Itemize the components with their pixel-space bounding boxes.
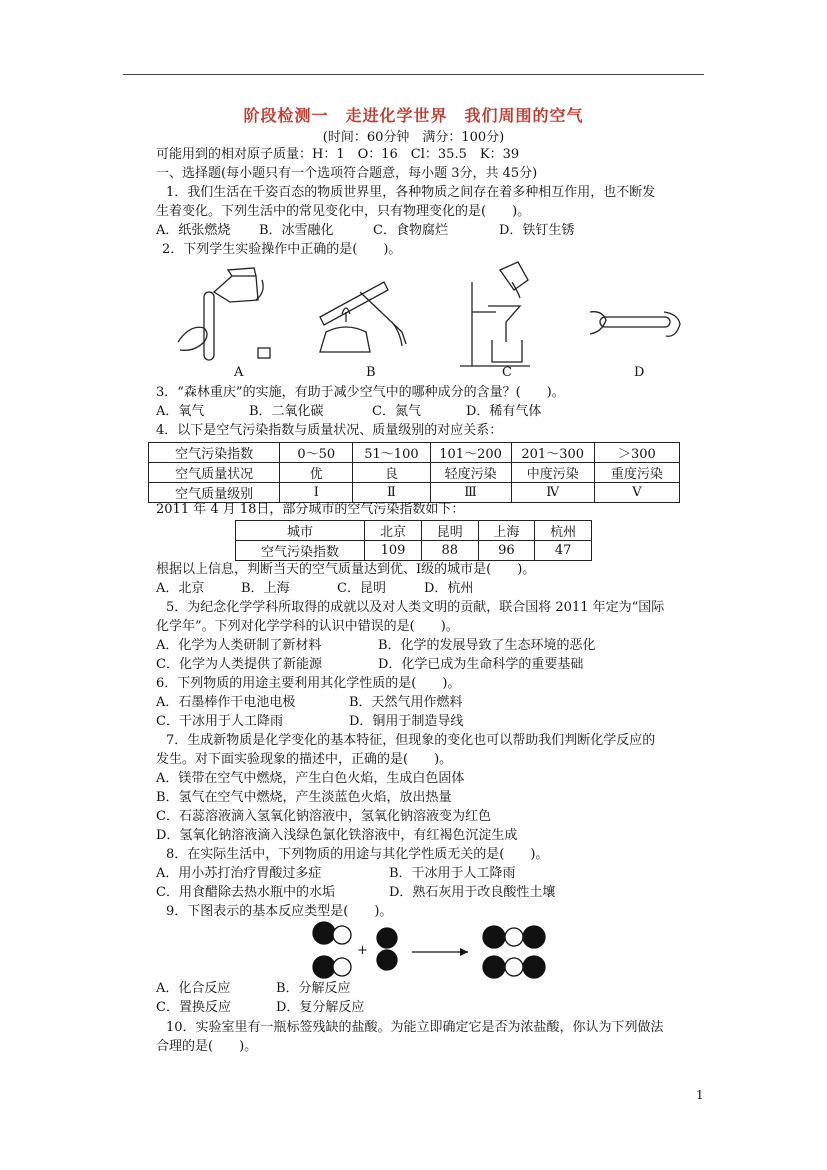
figure-label-c: C [502, 365, 512, 380]
table-cell: 0～50 [280, 443, 353, 463]
atom-white [505, 958, 523, 976]
q8-option-a: A．用小苏打治疗胃酸过多症 [156, 866, 322, 881]
q4-text3: 根据以上信息，判断当天的空气质量达到优、Ⅰ级的城市是( )。 [156, 562, 536, 577]
exam-time-info: (时间：60分钟 满分：100分) [322, 130, 505, 145]
table-cell: 中度污染 [511, 463, 594, 483]
q3-text: 3．“森林重庆”的实施，有助于减少空气中的哪种成分的含量？( )。 [156, 385, 565, 400]
table-cell: 88 [421, 541, 478, 561]
air-quality-table [148, 442, 680, 503]
q4-text2: 2011 年 4 月 18日，部分城市的空气污染指数如下： [156, 502, 465, 517]
header-rule [123, 74, 704, 75]
table-cell: Ⅱ [353, 483, 430, 503]
q5-text-line2: 化学年”。下列对化学学科的认识中错误的是( )。 [156, 619, 459, 634]
reactant-1-molecules [313, 922, 351, 978]
table-cell: Ⅰ [280, 483, 353, 503]
lab-operations-figure [170, 262, 690, 380]
q4-text: 4．以下是空气污染指数与质量状况、质量级别的对应关系： [156, 423, 503, 438]
table-cell: 96 [478, 541, 535, 561]
atom-black [377, 950, 397, 970]
q6-option-a: A．石墨棒作干电池电极 [156, 695, 296, 710]
figure-d-test-tube [590, 312, 680, 337]
table-cell: 良 [353, 463, 430, 483]
q3-option-c: C．氮气 [372, 404, 421, 419]
table-cell: 空气污染指数 [236, 541, 365, 561]
reaction-arrow [412, 948, 468, 956]
city-pollution-table [235, 520, 592, 561]
atom-black [483, 956, 505, 978]
q6-option-b: B．天然气用作燃料 [349, 695, 463, 710]
section-heading: 一、选择题(每小题只有一个选项符合题意，每小题 3分，共 45分) [156, 166, 538, 181]
figure-a-pouring [178, 268, 270, 360]
q1-option-a: A．纸张燃烧 [156, 223, 231, 238]
table-cell: 城市 [236, 521, 365, 541]
q8-option-d: D．熟石灰用于改良酸性土壤 [389, 885, 556, 900]
table-cell: 空气污染指数 [149, 443, 280, 463]
q5-option-a: A．化学为人类研制了新材料 [156, 638, 322, 653]
table-cell: 优 [280, 463, 353, 483]
atom-white [333, 958, 351, 976]
q7-text-line2: 发生。对下面实验现象的描述中，正确的是( )。 [156, 752, 453, 767]
figure-label-a: A [234, 365, 244, 380]
figure-b-heating [320, 282, 406, 352]
q6-option-d: D．铜用于制造导线 [349, 714, 464, 729]
reaction-diagram [300, 920, 560, 982]
q4-option-d: D．杭州 [424, 581, 474, 596]
table-cell: 重度污染 [594, 463, 679, 483]
table-cell: 上海 [478, 521, 535, 541]
table-row [236, 521, 592, 541]
figure-label-d: D [634, 365, 645, 380]
table-cell: 杭州 [535, 521, 592, 541]
q6-text: 6．下列物质的用途主要利用其化学性质的是( )。 [156, 676, 461, 691]
atom-white [505, 928, 523, 946]
q8-option-c: C．用食醋除去热水瓶中的水垢 [156, 885, 335, 900]
q5-text-line1: 5．为纪念化学学科所取得的成就以及对人类文明的贡献，联合国将 2011 年定为“国际 [166, 600, 665, 615]
q1-text-line2: 生着变化。下列生活中的常见变化中，只有物理变化的是( )。 [156, 204, 531, 219]
q8-option-b: B．干冰用于人工降雨 [389, 866, 516, 881]
table-cell: 51～100 [353, 443, 430, 463]
page-title: 阶段检测一 走进化学世界 我们周围的空气 [243, 106, 584, 125]
product-molecules [483, 926, 545, 978]
q10-text-line1: 10．实验室里有一瓶标签残缺的盐酸。为能立即确定它是否为浓盐酸，你认为下列做法 [166, 1020, 664, 1035]
table-cell: Ⅳ [511, 483, 594, 503]
q3-option-b: B．二氧化碳 [249, 404, 324, 419]
q7-option-b: B．氢气在空气中燃烧，产生淡蓝色火焰，放出热量 [156, 790, 452, 805]
q4-option-c: C．昆明 [337, 581, 386, 596]
q7-option-a: A．镁带在空气中燃烧，产生白色火焰，生成白色固体 [156, 771, 465, 786]
plus-sign: + [357, 943, 368, 958]
table-cell: 101～200 [430, 443, 511, 463]
q5-option-c: C．化学为人类提供了新能源 [156, 657, 322, 672]
atom-white [333, 926, 351, 944]
table-cell: 109 [365, 541, 422, 561]
atom-black [523, 956, 545, 978]
table-cell: ＞300 [594, 443, 679, 463]
table-cell: 47 [535, 541, 592, 561]
atom-black [483, 926, 505, 948]
q7-option-c: C．石蕊溶液滴入氢氧化钠溶液中，氢氧化钠溶液变为红色 [156, 809, 491, 824]
q8-text: 8．在实际生活中，下列物质的用途与其化学性质无关的是( )。 [166, 847, 549, 862]
atomic-mass-line: 可能用到的相对原子质量：H：1 O：16 Cl：35.5 K：39 [156, 147, 520, 162]
q2-text: 2．下列学生实验操作中正确的是( )。 [162, 242, 402, 257]
q7-option-d: D．氢氧化钠溶液滴入浅绿色氯化铁溶液中，有红褐色沉淀生成 [156, 828, 518, 843]
q4-option-b: B．上海 [241, 581, 290, 596]
table-cell: 北京 [365, 521, 422, 541]
q9-option-b: B．分解反应 [276, 981, 351, 996]
q1-text-line1: 1．我们生活在千姿百态的物质世界里，各种物质之间存在着多种相互作用，也不断发 [166, 185, 656, 200]
q9-text: 9．下图表示的基本反应类型是( )。 [166, 904, 393, 919]
q9-option-c: C．置换反应 [156, 1000, 231, 1015]
q9-option-d: D．复分解反应 [276, 1000, 365, 1015]
q6-option-c: C．干冰用于人工降雨 [156, 714, 283, 729]
atom-black [313, 956, 335, 978]
table-cell: Ⅴ [594, 483, 679, 503]
atom-black [523, 926, 545, 948]
table-cell: 201～300 [511, 443, 594, 463]
reactant-2-molecule [377, 928, 397, 970]
q5-option-d: D．化学已成为生命科学的重要基础 [378, 657, 584, 672]
table-cell: 空气质量状况 [149, 463, 280, 483]
page-number: 1 [696, 1088, 704, 1102]
table-row [149, 443, 680, 463]
q7-text-line1: 7．生成新物质是化学变化的基本特征，但现象的变化也可以帮助我们判断化学反应的 [166, 733, 656, 748]
table-cell: 昆明 [421, 521, 478, 541]
q4-option-a: A．北京 [156, 581, 205, 596]
table-row [236, 541, 592, 561]
q1-option-d: D．铁钉生锈 [499, 223, 575, 238]
q5-option-b: B．化学的发展导致了生态环境的恶化 [378, 638, 596, 653]
atom-black [313, 922, 335, 944]
q3-option-a: A．氧气 [156, 404, 205, 419]
atom-black [377, 928, 397, 948]
figure-label-b: B [366, 365, 376, 380]
q1-option-c: C．食物腐烂 [373, 223, 448, 238]
figure-c-filtration [460, 262, 530, 366]
table-cell: 轻度污染 [430, 463, 511, 483]
q1-option-b: B．冰雪融化 [259, 223, 334, 238]
q10-text-line2: 合理的是( )。 [156, 1039, 258, 1054]
table-cell: Ⅲ [430, 483, 511, 503]
table-row [149, 483, 680, 503]
table-row [149, 463, 680, 483]
table-cell: 空气质量级别 [149, 483, 280, 503]
q9-option-a: A．化合反应 [156, 981, 231, 996]
q3-option-d: D．稀有气体 [466, 404, 542, 419]
